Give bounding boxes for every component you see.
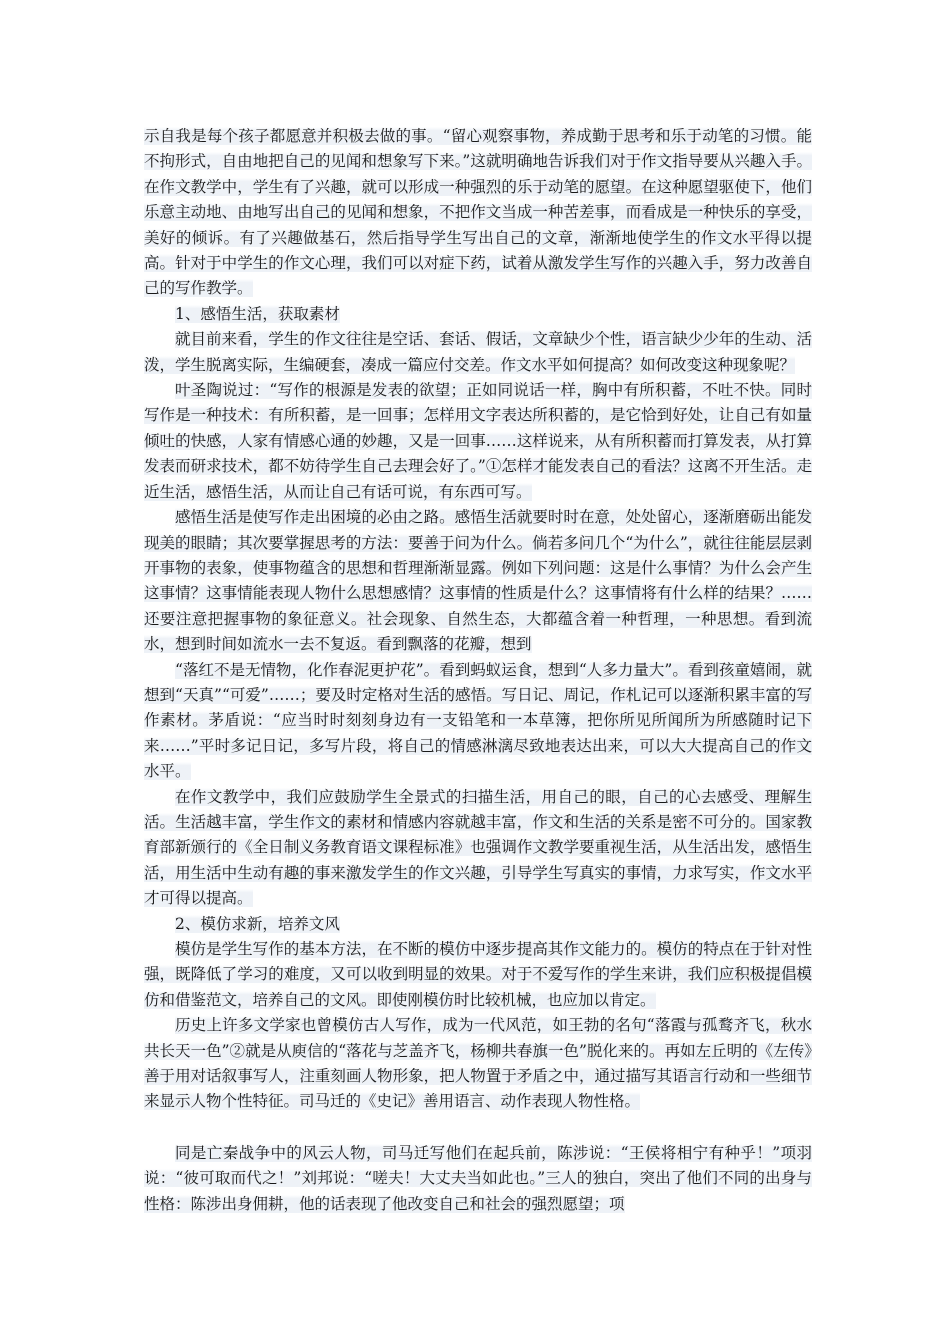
section-1-paragraph-3 bbox=[144, 505, 812, 657]
section-1-paragraph-4 bbox=[144, 658, 812, 785]
paragraph-gap bbox=[144, 1115, 812, 1141]
intro-paragraph-text: 示自我是每个孩子都愿意并积极去做的事。“留心观察事物，养成勤于思考和乐于动笔的习惯。能不拘形式，自由地把自己的见闻和想象写下来。”这就明确地告诉我们对于作文指导要从兴趣入手。在作文教学中，学生有了兴趣，就可以形成一种强烈的乐于动笔的愿望。在这种愿望驱使下，他们乐意主动地、由地写出自己的见闻和想象，不把作文当成一种苦差事，而看成是一种快乐的享受，美好的倾诉。有了兴趣做基石，然后指导学生写出自己的文章，渐渐地使学生的作文水平得以提高。针对于中学生的作文心理，我们可以对症下药，试着从激发学生写作的兴趣入手，努力改善自己的写作教学。 bbox=[144, 127, 812, 298]
document-page bbox=[144, 124, 812, 1217]
section-2-heading bbox=[144, 912, 812, 937]
section-2-paragraph-3-text: 同是亡秦战争中的风云人物，司马迁写他们在起兵前，陈涉说：“王侯将相宁有种乎！”项羽说：“彼可取而代之！”刘邦说：“嗟夫！大丈夫当如此也。”三人的独白，突出了他们不同的出身与性格：陈涉出身佣耕，他的话表现了他改变自己和社会的强烈愿望；项 bbox=[144, 1143, 812, 1213]
section-1-paragraph-1 bbox=[144, 327, 812, 378]
section-2-paragraph-2-text: 历史上许多文学家也曾模仿古人写作，成为一代风范，如王勃的名句“落霞与孤鹜齐飞，秋水共长天一色”②就是从庾信的“落花与芝盖齐飞，杨柳共春旗一色”脱化来的。再如左丘明的《左传》善于用对话叙事写人，注重刻画人物形象，把人物置于矛盾之中，通过描写其语言行动和一些细节来显示人物个性特征。司马迁的《史记》善用语言、动作表现人物性格。 bbox=[144, 1016, 812, 1111]
section-1-paragraph-5 bbox=[144, 785, 812, 912]
section-1-paragraph-5-text: 在作文教学中，我们应鼓励学生全景式的扫描生活，用自己的眼，自己的心去感受、理解生活。生活越丰富，学生作文的素材和情感内容就越丰富，作文和生活的关系是密不可分的。国家教育部新颁行的《全日制义务教育语文课程标准》也强调作文教学要重视生活，从生活出发，感悟生活，用生活中生动有趣的事来激发学生的作文兴趣，引导学生写真实的事情，力求写实，作文水平才可得以提高。 bbox=[144, 787, 812, 908]
section-1-paragraph-2-text: 叶圣陶说过：“写作的根源是发表的欲望；正如同说话一样，胸中有所积蓄，不吐不快。同时写作是一种技术：有所积蓄，是一回事；怎样用文字表达所积蓄的，是它恰到好处，让自己有如量倾吐的快感，人家有情感心通的妙趣，又是一回事……这样说来，从有所积蓄而打算发表，从打算发表而研求技术，都不妨待学生自己去理会好了。”①怎样才能发表自己的看法？这离不开生活。走近生活，感悟生活，从而让自己有话可说，有东西可写。 bbox=[144, 381, 812, 501]
section-1-paragraph-1-text: 就目前来看，学生的作文往往是空话、套话、假话，文章缺少个性，语言缺少少年的生动、活泼，学生脱离实际，生编硬套，凑成一篇应付交差。作文水平如何提高？如何改变这种现象呢？ bbox=[144, 330, 812, 374]
section-1-paragraph-3-text: 感悟生活是使写作走出困境的必由之路。感悟生活就要时时在意，处处留心，逐渐磨砺出能发现美的眼睛；其次要掌握思考的方法：要善于问为什么。倘若多问几个“为什么”，就往往能层层剥开事物的表象，使事物蕴含的思想和哲理渐渐显露。例如下列问题：这是什么事情？为什么会产生这事情？这事情能表现人物什么思想感情？这事情的性质是什么？这事情将有什么样的结果？……还要注意把握事物的象征意义。社会现象、自然生态，大都蕴含着一种哲理，一种思想。看到流水，想到时间如流水一去不复返。看到飘落的花瓣，想到 bbox=[144, 508, 812, 654]
section-1-heading bbox=[144, 302, 812, 327]
section-1-paragraph-4-text: “落红不是无情物，化作春泥更护花”。看到蚂蚁运食，想到“人多力量大”。看到孩童嬉闹，就想到“天真”“可爱”……；要及时定格对生活的感悟。写日记、周记，作札记可以逐渐积累丰富的写作素材。茅盾说：“应当时时刻刻身边有一支铅笔和一本草簿，把你所见所闻所为所感随时记下来……”平时多记日记，多写片段，将自己的情感淋漓尽致地表达出来，可以大大提高自己的作文水平。 bbox=[144, 660, 812, 781]
section-1-heading-text: 1、感悟生活，获取素材 bbox=[175, 304, 340, 323]
section-2-paragraph-2 bbox=[144, 1013, 812, 1115]
section-2-paragraph-1-text: 模仿是学生写作的基本方法，在不断的模仿中逐步提高其作文能力的。模仿的特点在于针对性强，既降低了学习的难度，又可以收到明显的效果。对于不爱写作的学生来讲，我们应积极提倡模仿和借鉴范文，培养自己的文风。即使刚模仿时比较机械，也应加以肯定。 bbox=[144, 940, 812, 1009]
section-2-paragraph-3 bbox=[144, 1141, 812, 1217]
section-1-paragraph-2 bbox=[144, 378, 812, 505]
intro-paragraph bbox=[144, 124, 812, 302]
section-2-paragraph-1 bbox=[144, 937, 812, 1013]
section-2-heading-text: 2、模仿求新，培养文风 bbox=[175, 914, 340, 933]
